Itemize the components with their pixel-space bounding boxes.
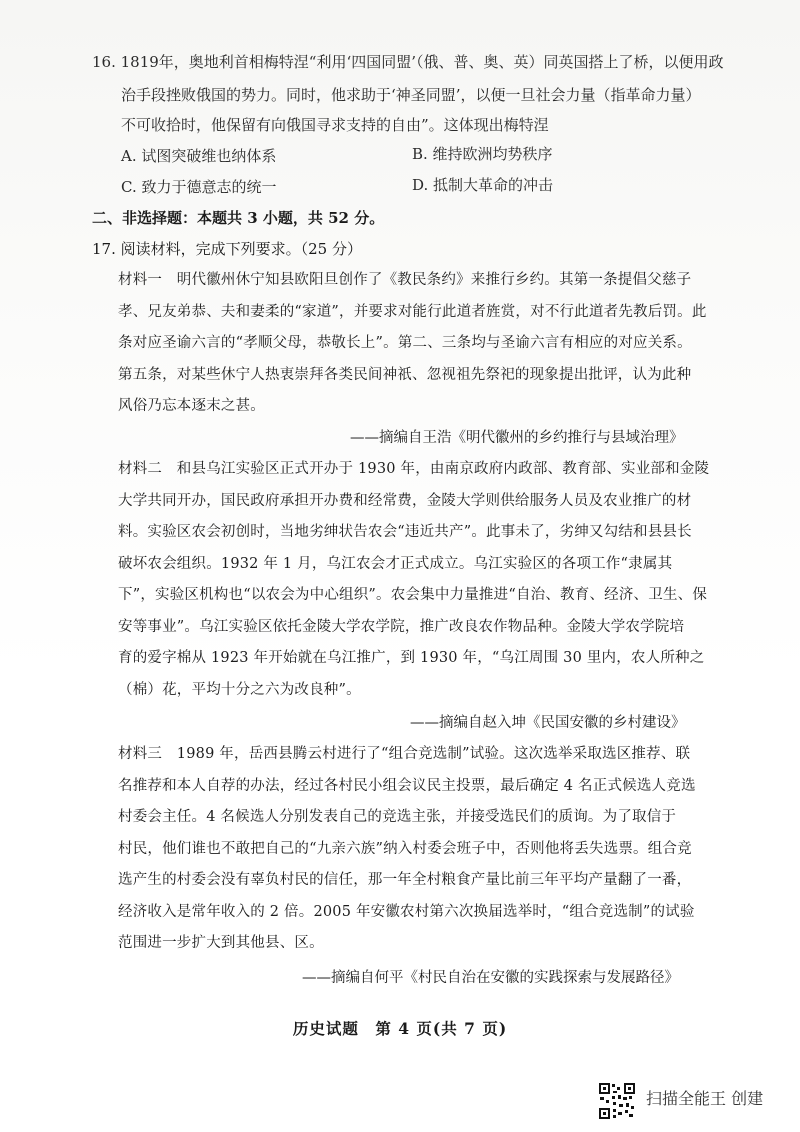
material3-line-7: 范围进一步扩大到其他县、区。 [118,935,324,951]
material2-line-1: 材料二 和县乌江实验区正式开办于 1930 年，由南京政府内政部、教育部、实业部和金陵 [118,461,710,477]
material2-line-7: 育的爱字棉从 1923 年开始就在乌江推广，到 1930 年，“乌江周围 30 里内，农人所种之 [118,650,705,666]
material3-line-6: 经济收入是常年收入的 2 倍。2005 年安徽农村第六次换届选举时，“组合竞选制”的试验 [118,904,695,920]
material3-line-4: 村民，他们谁也不敢把自己的“九亲六族”纳入村委会班子中，否则他将丢失选票。组合竞 [118,841,692,857]
material3-line-3: 村委会主任。4 名候选人分别发表自己的竞选主张，并接受选民们的质询。为了取信于 [118,809,677,825]
q16-line-2: 治手段挫败俄国的势力。同时，他求助于‘神圣同盟’，以便一旦社会力量（指革命力量） [121,86,701,104]
qr-code-icon [598,1082,636,1120]
material2-line-3: 料。实验区农会初创时，当地劣绅状告农会“违近共产”。此事未了，劣绅又勾结和县县长 [118,524,692,540]
material3-line-5: 选产生的村委会没有辜负村民的信任，那一年全村粮食产量比前三年平均产量翻了一番， [118,872,692,888]
material1-line-1: 材料一 明代徽州休宁知县欧阳旦创作了《教民条约》来推行乡约。其第一条提倡父慈子 [118,272,692,288]
material1-line-3: 条对应圣谕六言的“孝顺父母，恭敬长上”。第二、三条均与圣谕六言有相应的对应关系。 [118,335,692,351]
section-heading: 二、非选择题：本题共 3 小题，共 52 分。 [92,209,385,227]
material1-line-4: 第五条，对某些休宁人热衷崇拜各类民间神祇、忽视祖先祭祀的现象提出批评，认为此种 [118,367,692,383]
material1-line-5: 风俗乃忘本逐末之甚。 [118,398,265,414]
material3-line-1: 材料三 1989 年，岳西县腾云村进行了“组合竞选制”试验。这次选举采取选区推荐、联 [118,746,691,762]
material2-line-2: 大学共同开办，国民政府承担开办费和经常费，金陵大学则供给服务人员及农业推广的材 [118,493,692,509]
material3-source: ——摘编自何平《村民自治在安徽的实践探索与发展路径》 [302,970,679,986]
q16-line-1: 16. 1819年，奥地利首相梅特涅“利用‘四国同盟’（俄、普、奥、英）同英国搭上了桥，以便用政 [92,53,724,71]
material2-source: ——摘编自赵入坤《民国安徽的乡村建设》 [410,715,686,731]
material2-line-8: （棉）花，平均十分之六为改良种”。 [118,682,361,698]
q16-option-d: D. 抵制大革命的冲击 [412,176,554,194]
material2-line-4: 破坏农会组织。1932 年 1 月，乌江农会才正式成立。乌江实验区的各项工作“隶属其 [118,556,673,572]
material2-line-6: 安等事业”。乌江实验区依托金陵大学农学院，推广改良农作物品种。金陵大学农学院培 [118,619,685,635]
material3-line-2: 名推荐和本人自荐的办法，经过各村民小组会议民主投票，最后确定 4 名正式候选人竞选 [118,778,696,794]
page-footer: 历史试题 第 4 页(共 7 页) [292,1019,508,1038]
material2-line-5: 下”，实验区机构也“以农会为中心组织”。农会集中力量推进“自治、教育、经济、卫生、保 [118,587,708,603]
q16-option-c: C. 致力于德意志的统一 [121,178,277,196]
material1-source: ——摘编自王浩《明代徽州的乡约推行与县域治理》 [350,430,684,446]
q17-stem: 17. 阅读材料，完成下列要求。（25 分） [92,240,362,258]
material1-line-2: 孝、兄友弟恭、夫和妻柔的“家道”，并要求对能行此道者旌赏，对不行此道者先教后罚。此 [118,304,707,320]
q16-line-3: 不可收拾时，他保留有向俄国寻求支持的自由”。这体现出梅特涅 [121,116,549,134]
scanner-watermark: 扫描全能王 创建 [646,1089,764,1108]
q16-option-a: A. 试图突破维也纳体系 [121,147,277,165]
q16-option-b: B. 维持欧洲均势秩序 [412,145,553,163]
